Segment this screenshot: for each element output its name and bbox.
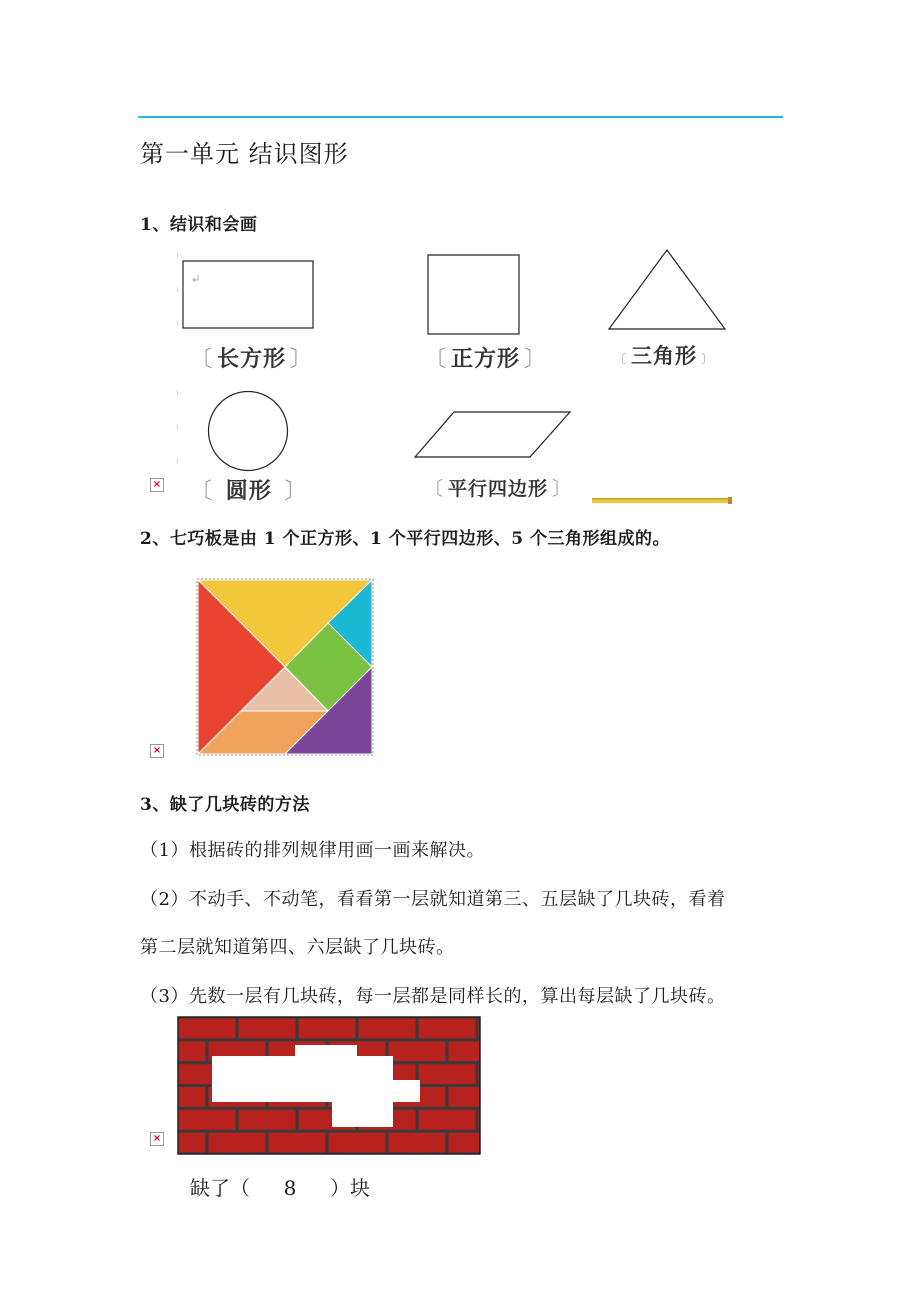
brick [479,1064,480,1084]
brick [178,1087,206,1107]
return-mark-icon [193,275,198,282]
brick [239,1019,296,1039]
answer-prefix: 缺了（ [190,1176,250,1200]
page-title: 第一单元 结识图形 [140,140,349,168]
tangram-figure [196,578,374,758]
brick [419,1110,476,1130]
brick [178,1041,206,1061]
brick [479,1019,480,1039]
brick-wall-figure [177,1016,482,1156]
margin-tick: ⁾ [176,320,179,331]
rectangle-shape [182,260,314,330]
brick [479,1110,480,1130]
margin-tick: ⁾ [176,390,179,401]
method-2-line-2: 第二层就知道第四、六层缺了几块砖。 [140,937,455,958]
section-1-heading: 1、结识和会画 [140,215,258,235]
label-triangle: 〔 三角形 〕 [614,344,715,368]
margin-tick: ⁾ [176,458,179,469]
brick [329,1133,386,1153]
margin-tick: ⁾ [176,287,179,298]
parallelogram-shape [414,410,572,460]
answer-line [190,1172,370,1201]
method-1: （1）根据砖的排列规律用画一画来解决。 [140,840,485,861]
broken-image-icon: × [150,478,164,492]
section-2-heading: 2、七巧板是由 1 个正方形、1 个平行四边形、5 个三角形组成的。 [140,529,670,549]
brick [269,1133,326,1153]
section-3-heading: 3、缺了几块砖的方法 [140,795,310,815]
margin-tick: ⁾ [176,424,179,435]
margin-tick: ⁾ [176,252,179,263]
label-circle: 〔 圆形 〕 [190,479,308,504]
brick [449,1133,480,1153]
brick [179,1019,236,1039]
brick [389,1133,446,1153]
broken-image-icon: × [150,1132,164,1146]
triangle-shape [606,248,728,332]
method-2-line-1: （2）不动手、不动笔，看看第一层就知道第三、五层缺了几块砖，看着 [140,889,726,910]
broken-image-icon: × [150,744,164,758]
square-shape [427,254,521,336]
method-3: （3）先数一层有几块砖，每一层都是同样长的，算出每层缺了几块砖。 [140,986,726,1007]
answer-value: 8 [283,1176,297,1200]
header-rule [138,116,783,118]
label-square: 〔 正方形 〕 [424,347,548,372]
brick [209,1133,266,1153]
brick [449,1041,480,1061]
pencil-strip [592,497,734,505]
brick [359,1019,416,1039]
brick [299,1019,356,1039]
answer-suffix: ）块 [330,1176,370,1200]
brick [239,1110,296,1130]
brick [178,1133,206,1153]
brick [419,1019,476,1039]
brick [449,1087,480,1107]
label-parallelogram: 〔 平行四边形 〕 [424,478,573,500]
label-rectangle: 〔 长方形 〕 [190,347,314,372]
brick [389,1041,446,1061]
circle-shape [206,389,290,473]
brick [419,1064,476,1084]
brick [179,1110,236,1130]
